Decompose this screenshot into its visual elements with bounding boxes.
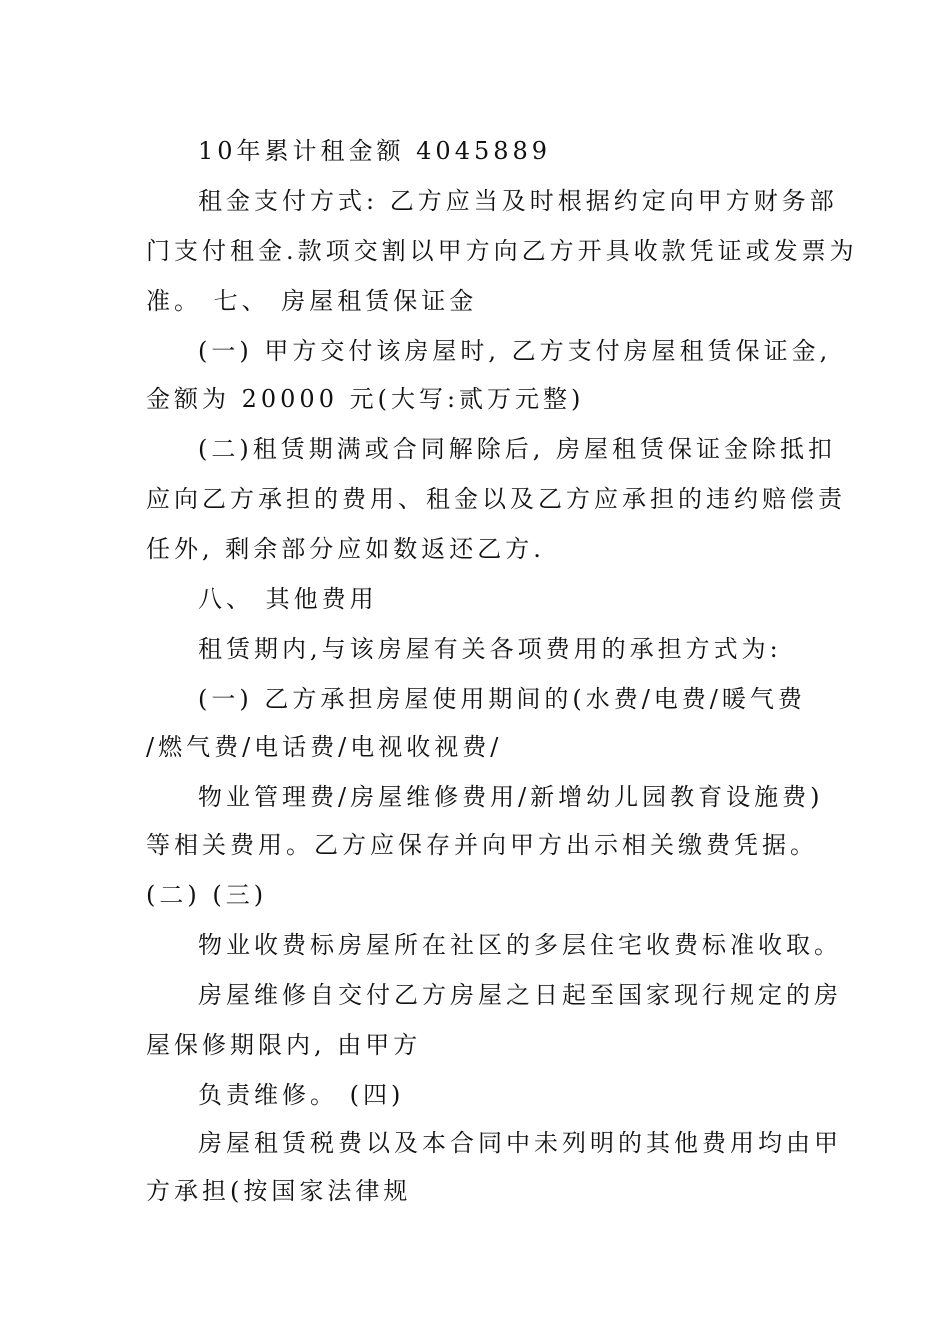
text-line: 租金支付方式: 乙方应当及时根据约定向甲方财务部 bbox=[198, 187, 838, 215]
text-line: 金额为 20000 元(大写:贰万元整) bbox=[146, 385, 585, 413]
text-line: 屋保修期限内, 由甲方 bbox=[146, 1031, 422, 1059]
text-line: 物业收费标房屋所在社区的多层住宅收费标准收取。 bbox=[198, 931, 842, 959]
text-line: 租赁期内,与该房屋有关各项费用的承担方式为: bbox=[198, 635, 782, 663]
text-line: (二)租赁期满或合同解除后, 房屋租赁保证金除抵扣 bbox=[198, 435, 836, 463]
text-line: 物业管理费/房屋维修费用/新增幼儿园教育设施费) bbox=[198, 783, 824, 811]
section-heading: 准。 七、 房屋租赁保证金 bbox=[146, 287, 478, 315]
text-line: 负责维修。 (四) bbox=[198, 1081, 405, 1109]
text-line: 任外, 剩余部分应如数返还乙方. bbox=[146, 535, 545, 563]
text-line: 10年累计租金额 4045889 bbox=[198, 137, 552, 165]
section-heading: 八、 其他费用 bbox=[198, 585, 378, 613]
text-line: 方承担(按国家法律规 bbox=[146, 1177, 412, 1205]
text-line: 房屋租赁税费以及本合同中未列明的其他费用均由甲 bbox=[198, 1129, 842, 1157]
text-line: 门支付租金.款项交割以甲方向乙方开具收款凭证或发票为 bbox=[146, 237, 858, 265]
text-line: /燃气费/电话费/电视收视费/ bbox=[146, 733, 503, 761]
text-line: 应向乙方承担的费用、租金以及乙方应承担的违约赔偿责 bbox=[146, 485, 846, 513]
text-line: (一) 甲方交付该房屋时, 乙方支付房屋租赁保证金, bbox=[198, 337, 832, 365]
text-line: (二) (三) bbox=[146, 881, 268, 909]
text-line: 等相关费用。乙方应保存并向甲方出示相关缴费凭据。 bbox=[146, 831, 818, 859]
text-line: (一) 乙方承担房屋使用期间的(水费/电费/暖气费 bbox=[198, 685, 806, 713]
text-line: 房屋维修自交付乙方房屋之日起至国家现行规定的房 bbox=[198, 981, 842, 1009]
